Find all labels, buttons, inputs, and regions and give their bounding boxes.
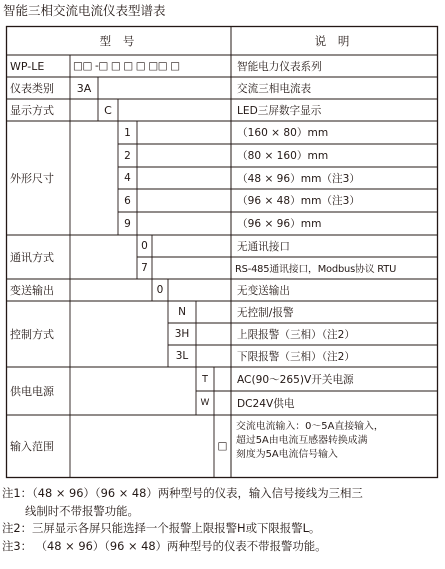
display-label: 显示方式 [10,104,54,117]
category-desc: 交流三相电流表 [237,82,312,95]
size-code: 4 [124,172,131,184]
size-desc: （96 × 48）mm（注3） [237,195,360,207]
power-label: 供电电源 [10,385,54,398]
comm-code: 7 [141,262,148,274]
note-2: 注2：三屏显示各屏只能选择一个报警上限报警H或下限报警L。 [2,521,321,536]
control-desc: 上限报警（三相）（注2） [237,328,355,341]
size-code: 6 [124,194,131,207]
size-desc: （48 × 96）mm（注3） [237,172,360,185]
size-code: 9 [124,217,131,230]
size-desc: （80 × 160）mm [237,150,329,162]
note-1-continued: 线制时不带报警功能。 [25,503,139,518]
input-label: 输入范围 [10,440,54,453]
input-desc-line: 交流电流输入：0～5A直接输入， [236,421,384,432]
control-desc: 下限报警（三相）（注2） [237,350,355,363]
transmit-code: 0 [156,284,164,296]
input-desc [231,415,437,477]
model-prefix: WP-LE [10,59,45,73]
size-code: 1 [124,126,131,139]
notes-section [2,485,443,555]
size-desc: （96 × 96）mm [237,218,322,230]
header-model: 型 号 [99,34,139,48]
comm-code: 0 [141,240,148,252]
display-code: C [104,103,112,117]
model-code-pattern: □□ -□ □ □ □ □□ □ [73,60,180,72]
series-desc: 智能电力仪表系列 [237,60,322,73]
control-code: 3H [174,328,190,340]
comm-label: 通讯方式 [10,251,54,264]
note-1: 注1：（48 × 96）（96 × 48）两种型号的仪表，输入信号接线为三相三 [2,486,363,500]
size-code: 2 [124,149,131,162]
comm-desc: RS-485通讯接口，Modbus协议 RTU [235,264,397,275]
transmit-label: 变送输出 [10,284,54,297]
power-desc: DC24V供电 [237,397,295,410]
header-description: 说 明 [314,34,354,48]
category-code: 3A [76,81,92,95]
control-code: N [178,306,186,318]
input-desc-line: 超过5A由电流互感器转换成满 [236,435,368,447]
note-3: 注3： （48 × 96）（96 × 48）两种型号的仪表不带报警功能。 [2,538,327,553]
transmit-desc: 无变送输出 [237,284,290,297]
control-desc: 无控制/报警 [237,306,294,319]
display-desc: LED三屏数字显示 [237,104,322,117]
category-label: 仪表类别 [10,82,54,95]
comm-desc: 无通讯接口 [237,240,290,253]
input-desc-line: 刻度为5A电流信号输入 [236,449,338,461]
power-desc: AC(90～265)V开关电源 [237,373,354,386]
size-label: 外形尺寸 [10,172,54,185]
power-code: T [202,373,208,385]
size-desc: （160 × 80）mm [237,127,329,139]
page-title: 智能三相交流电流仪表型谱表 [3,3,166,18]
control-code: 3L [175,350,189,362]
power-code: W [200,398,210,408]
control-label: 控制方式 [10,328,54,341]
input-code: □ [217,440,228,452]
